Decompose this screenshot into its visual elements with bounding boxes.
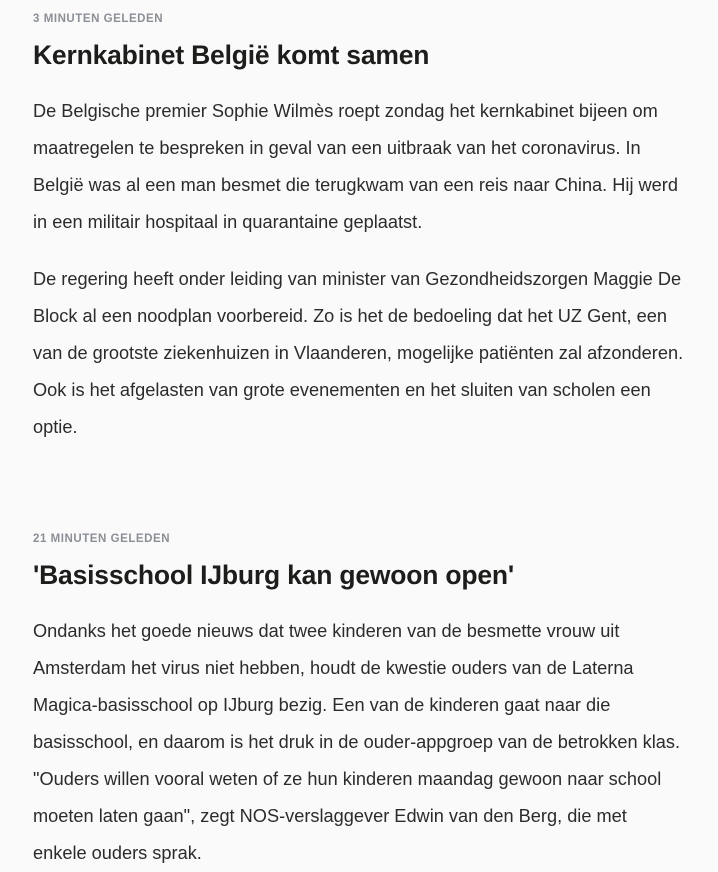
entry-timestamp: 3 MINUTEN GELEDEN [33,13,164,25]
entry-timestamp: 21 MINUTEN GELEDEN [33,533,171,545]
entry-paragraph: De regering heeft onder leiding van minister van Gezondheidszorgen Maggie De Block al een noodplan voorbereid. Zo is het de bedoeling dat het UZ Gent, een van de grootste ziekenhuizen in Vlaanderen, mogelijke patiënten zal afzonderen. Ook is het afgelasten van grote evenementen en het sluiten van scholen een optie. [33,269,684,437]
entry-paragraph: De Belgische premier Sophie Wilmès roept zondag het kernkabinet bijeen om maatregelen te bespreken in geval van een uitbraak van het coronavirus. In België was al een man besmet die terugkwam van een reis naar China. Hij werd in een militair hospitaal in quarantaine geplaatst. [33,101,678,232]
entry-paragraph: Ondanks het goede nieuws dat twee kinderen van de besmette vrouw uit Amsterdam het virus niet hebben, houdt de kwestie ouders van de Laterna Magica-basisschool op IJburg bezig. Een van de kinderen gaat naar die basisschool, en daarom is het druk in de ouder-appgroep van de betrokken klas. "Ouders willen vooral weten of ze hun kinderen maandag gewoon naar school moeten laten gaan", zegt NOS-verslaggever Edwin van den Berg, die met enkele ouders sprak. [33,621,681,863]
entry-headline: 'Basisschool IJburg kan gewoon open' [33,560,515,590]
liveblog-entry [0,446,718,872]
entry-headline: Kernkabinet België komt samen [33,40,430,70]
